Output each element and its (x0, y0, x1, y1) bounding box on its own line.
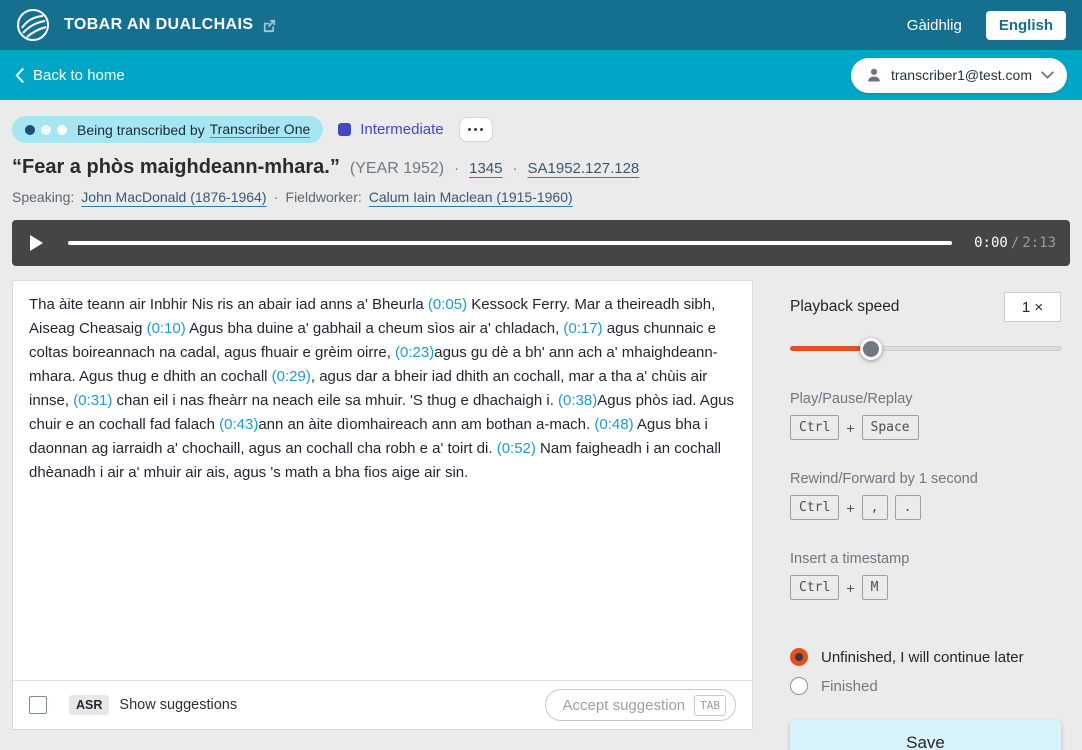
plus-sign: + (846, 579, 855, 596)
level-label: Intermediate (360, 121, 444, 138)
shortcut-keys (790, 415, 1061, 440)
difficulty-level (338, 121, 443, 138)
timestamp-link[interactable]: (0:31) (73, 392, 113, 409)
transcript-segment: Agus bha duine a' gabhail a cheum sìos air a' chladach, (185, 320, 564, 337)
archive-ref-link[interactable]: SA1952.127.128 (527, 160, 640, 177)
timestamp-link[interactable]: (0:23) (395, 344, 435, 361)
timestamp-link[interactable]: (0:10) (146, 320, 186, 337)
shortcut-label: Play/Pause/Replay (790, 391, 913, 407)
completion-status-options (790, 648, 1061, 695)
transcript-segment: , agus dar a bheir iad dhith an cochall, mar a tha a' chùis air innse, (29, 368, 708, 409)
chevron-left-icon (15, 68, 24, 83)
timestamp-link[interactable]: (0:17) (563, 320, 603, 337)
asr-badge: ASR (69, 695, 109, 715)
accept-suggestion-button[interactable] (545, 689, 736, 721)
status-radio-option[interactable] (790, 677, 1061, 695)
play-button[interactable] (30, 235, 46, 251)
play-icon (30, 235, 43, 251)
chevron-down-icon (1041, 71, 1054, 79)
language-english-button[interactable]: English (986, 11, 1066, 40)
dot-separator: · (273, 189, 279, 206)
record-title-row (12, 156, 1070, 179)
slider-thumb[interactable] (860, 338, 882, 360)
transcript-segment: ann an àite dìomhaireach ann am bothan a-mach. (258, 416, 595, 433)
speaker-link[interactable]: John MacDonald (1876-1964) (81, 189, 267, 205)
playback-speed-slider[interactable] (790, 338, 1061, 360)
playback-speed-label: Playback speed (790, 298, 900, 315)
audio-player (12, 220, 1070, 266)
plus-sign: + (846, 499, 855, 516)
language-gaidhlig-link[interactable]: Gàidhlig (906, 16, 962, 34)
time-display (974, 235, 1056, 251)
record-id-link[interactable]: 1345 (469, 160, 503, 177)
transcription-status-badge (12, 116, 323, 143)
fieldworker-link[interactable]: Calum Iain Maclean (1915-1960) (368, 189, 573, 205)
user-menu[interactable] (851, 58, 1067, 93)
playback-speed-row (790, 292, 1061, 322)
transcript-segment: Agus phòs iad. Agus chuir e an cochall fad falach (29, 392, 734, 433)
radio-label: Finished (821, 677, 878, 695)
transcript-segment: Agus bha i daonnan ag iarraidh a' chochaill, agus an cochall cha robh e a' toirt di. (29, 416, 708, 457)
person-icon (866, 67, 882, 83)
accept-suggestion-label: Accept suggestion (562, 696, 686, 714)
transcriber-link[interactable]: Transcriber One (209, 121, 311, 137)
level-square-icon (338, 123, 351, 136)
timestamp-link[interactable]: (0:43) (219, 416, 259, 433)
plus-sign: + (846, 419, 855, 436)
shortcut-keys (790, 495, 1061, 520)
more-options-button[interactable] (459, 117, 493, 142)
keyboard-shortcuts (790, 391, 1061, 600)
editor-footer (13, 680, 752, 729)
brand-title: TOBAR AN DUALCHAIS (64, 16, 254, 33)
tab-key-hint: TAB (694, 695, 726, 716)
asr-suggestions-checkbox[interactable] (29, 696, 47, 714)
timestamp-link[interactable]: (0:48) (594, 416, 634, 433)
status-row (12, 116, 1070, 143)
shortcut-label: Insert a timestamp (790, 551, 910, 567)
main-content (12, 280, 1061, 750)
fieldworker-label: Fieldworker: (285, 189, 362, 205)
transcript-segment: Nam faigheadh i an cochall dhèanadh i air a' mhuir air ais, agus 's math a bha fios aige air sin. (29, 440, 722, 481)
controls-sidebar (753, 280, 1061, 750)
radio-label: Unfinished, I will continue later (821, 648, 1024, 666)
timestamp-link[interactable]: (0:38) (558, 392, 598, 409)
transcript-text[interactable] (13, 281, 752, 680)
key-cap: . (895, 495, 921, 520)
shortcut-group (790, 391, 1061, 440)
speaking-label: Speaking: (12, 189, 75, 205)
record-meta-row (12, 189, 1070, 206)
transcription-editor-panel (12, 280, 753, 730)
top-brand-bar (0, 0, 1082, 50)
radio-unselected-icon[interactable] (790, 677, 808, 695)
timestamp-link[interactable]: (0:52) (496, 440, 536, 457)
duration: 2:13 (1022, 235, 1056, 251)
transcript-segment: Kessock Ferry. Mar a theireadh sibh, Aiseag Cheasaig (29, 296, 716, 337)
record-year: (YEAR 1952) (349, 160, 445, 177)
sub-nav-bar (0, 50, 1082, 100)
radio-selected-icon[interactable] (790, 648, 808, 666)
status-radio-option[interactable] (790, 648, 1061, 666)
key-cap: Space (862, 415, 919, 440)
key-cap: M (862, 575, 888, 600)
key-cap: , (862, 495, 888, 520)
key-cap: Ctrl (790, 575, 839, 600)
slider-fill (790, 346, 871, 351)
transcript-segment: agus chunnaic e coltas boireannach na cadal, agus fhuair e grèim oirre, (29, 320, 717, 361)
key-cap: Ctrl (790, 495, 839, 520)
progress-dots-icon (25, 125, 67, 135)
timestamp-link[interactable]: (0:05) (427, 296, 468, 313)
shortcut-group (790, 551, 1061, 600)
timestamp-link[interactable]: (0:29) (271, 368, 311, 385)
status-badge-text: Being transcribed by (77, 121, 205, 138)
transcript-segment: Tha àite teann air Inbhir Nis ris an abair iad anns a' Bheurla (29, 296, 428, 313)
shortcut-keys (790, 575, 1061, 600)
seek-bar[interactable] (68, 241, 952, 245)
playback-speed-value[interactable]: 1 × (1004, 292, 1061, 322)
external-link-icon[interactable] (262, 18, 277, 33)
back-to-home-link[interactable] (15, 67, 125, 84)
time-separator: / (1010, 235, 1020, 251)
shortcut-label: Rewind/Forward by 1 second (790, 471, 978, 487)
dot-separator: · (512, 160, 518, 177)
save-button[interactable]: Save (790, 720, 1061, 750)
current-time: 0:00 (974, 235, 1008, 251)
tobar-logo-icon (16, 8, 50, 42)
key-cap: Ctrl (790, 415, 839, 440)
page-title: “Fear a phòs maighdeann-mhara.” (12, 156, 340, 178)
back-label: Back to home (33, 66, 125, 84)
transcript-segment: chan eil i nas fheàrr na neach eile sa mhuir. 'S thug e dhachaigh i. (112, 392, 559, 409)
user-email: transcriber1@test.com (890, 67, 1032, 83)
show-suggestions-label: Show suggestions (119, 697, 238, 713)
shortcut-group (790, 471, 1061, 520)
transcript-segment: agus gu dè a bh' ann ach a' mhaighdeann-mhara. Agus thug e dhith an cochall (29, 344, 718, 385)
dot-separator: · (454, 160, 460, 177)
